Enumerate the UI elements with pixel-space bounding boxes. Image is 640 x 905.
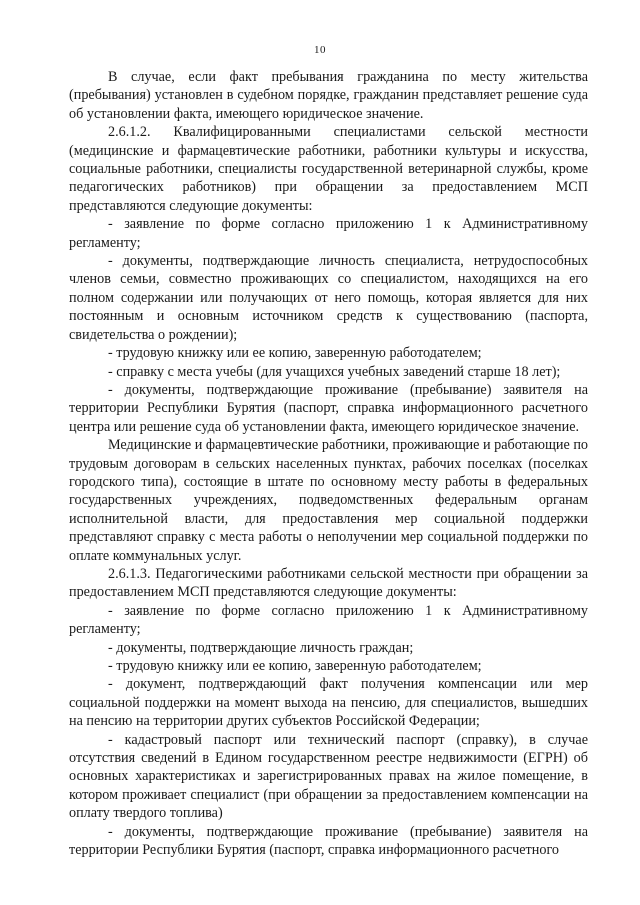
paragraph-court-residence: В случае, если факт пребывания гражданина по месту жительства (пребывания) установлен в судебном порядке, гражданин представляет решение суда об установлении факта, имеющего юридическое значение. — [69, 69, 588, 122]
list-item-study-certificate: - справку с места учебы (для учащихся учебных заведений старше 18 лет); — [108, 363, 561, 380]
list-item-work-record: - трудовую книжку или ее копию, заверенную работодателем; — [108, 345, 482, 362]
list-item-application-form-teachers: - заявление по форме согласно приложению 1 к Административному регламенту; — [69, 602, 588, 638]
list-item-identity-citizens: - документы, подтверждающие личность граждан; — [108, 639, 414, 656]
page-number: 10 — [314, 44, 326, 56]
list-item-application-form: - заявление по форме согласно приложению 1 к Административному регламенту; — [69, 216, 588, 251]
list-item-residence-documents: - документы, подтверждающие проживание (пребывание) заявителя на территории Республики Бурятия (паспорт, справка информационного расчетного центра или решение суда об установлении факта, имеющего юридическое значение. — [69, 381, 588, 435]
paragraph-medical-workers: Медицинские и фармацевтические работники, проживающие и работающие по трудовым договорам в сельских населенных пунктах, рабочих поселках (поселках городского типа), состоящие в штате по основному месту работы в федеральных государственных учреждениях, подведомственных федеральным органам исполнительной власти, для предоставления мер социальной поддержки представляют справку с места работы о неполучении мер социальной поддержки по оплате коммунальных услуг. — [69, 437, 588, 564]
list-item-work-record-teachers: - трудовую книжку или ее копию, заверенную работодателем; — [108, 658, 482, 674]
paragraph-2-6-1-3: 2.6.1.3. Педагогическими работниками сельской местности при обращении за предоставлением МСП представляются следующие документы: — [69, 565, 588, 601]
list-item-cadastral-passport: - кадастровый паспорт или технический паспорт (справку), в случае отсутствия сведений в Едином государственном реестре недвижимости (ЕГРН) об основных характеристиках и зарегистрированных правах на жилое помещение, в котором проживает специалист (при обращении за предоставлением компенсации на оплату твердого топлива) — [69, 731, 588, 822]
paragraph-2-6-1-2: 2.6.1.2. Квалифицированными специалистами сельской местности (медицинские и фармацевтические работники, работники культуры и искусства, социальные работники, специалисты государственной ветеринарной службы, кроме педагогических работников) при обращении за предоставлением МСП представляются следующие документы: — [69, 124, 588, 214]
document-body — [69, 68, 588, 859]
list-item-residence-documents-teachers: - документы, подтверждающие проживание (пребывание) заявителя на территории Республики Бурятия (паспорт, справка информационного расчетного — [69, 823, 588, 859]
list-item-compensation-document: - документ, подтверждающий факт получения компенсации или мер социальной поддержки на момент выхода на пенсию, для специалистов, вышедших на пенсию на территории других субъектов Российской Федерации; — [69, 676, 588, 730]
list-item-identity-documents: - документы, подтверждающие личность специалиста, нетрудоспособных членов семьи, совместно проживающих со специалистом, находящихся на его полном содержании или получающих от него помощь, которая является для них постоянным и основным источником средств к существованию (паспорта, свидетельства о рождении); — [69, 253, 588, 343]
